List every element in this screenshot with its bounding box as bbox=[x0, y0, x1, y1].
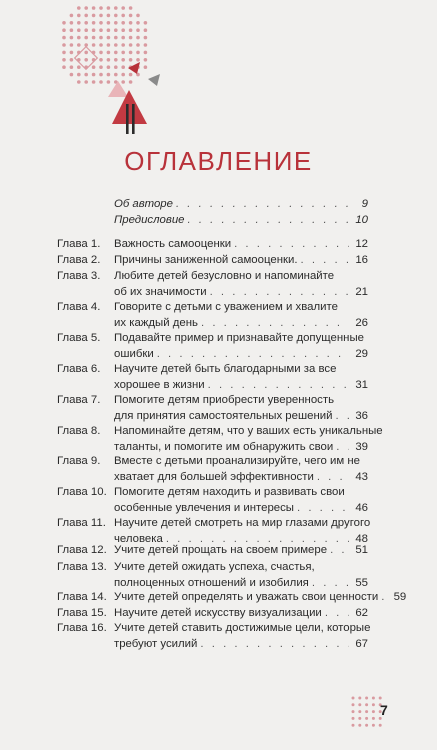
page-ref: 12 bbox=[355, 238, 368, 250]
chapter-label: Глава 2. bbox=[57, 254, 101, 266]
triangle-small-gray-icon bbox=[148, 74, 160, 86]
dot-leader bbox=[312, 576, 349, 592]
entry-title: Подавайте пример и признавайте допущенные bbox=[114, 332, 364, 344]
page-ref: 67 bbox=[355, 637, 368, 650]
dot-leader bbox=[208, 378, 349, 394]
entry-title: требуют усилий bbox=[114, 637, 198, 650]
entry-title: об их значимости bbox=[114, 285, 207, 298]
entry-title: Вместе с детьми проанализируйте, чего им не bbox=[114, 455, 360, 467]
dot-leader bbox=[330, 543, 349, 559]
page-ref: 36 bbox=[355, 409, 368, 422]
entry-title: хватает для большей эффективности bbox=[114, 470, 314, 483]
chapter-label: Глава 13. bbox=[57, 561, 107, 573]
entry-title: особенные увлечения и интересы bbox=[114, 501, 294, 514]
chapter-label: Глава 8. bbox=[57, 425, 101, 437]
dot-leader bbox=[234, 237, 349, 253]
page-ref: 10 bbox=[355, 214, 368, 226]
entry-title: для принятия самостоятельных решений bbox=[114, 409, 333, 422]
chapter-label: Глава 11. bbox=[57, 517, 106, 529]
entry-title: Учите детей прощать на своем примере bbox=[114, 544, 328, 556]
chapter-label: Глава 3. bbox=[57, 270, 101, 282]
entry-title: Говорите с детьми с уважением и хвалите bbox=[114, 301, 338, 313]
chapter-label: Глава 5. bbox=[57, 332, 101, 344]
bar-right-icon bbox=[132, 104, 135, 134]
entry-title: человека bbox=[114, 532, 163, 545]
triangle-small-red-icon bbox=[128, 62, 140, 74]
page-ref: 55 bbox=[355, 576, 368, 589]
entry-title: Учите детей ставить достижимые цели, которые bbox=[114, 622, 371, 634]
page-ref: 39 bbox=[355, 440, 368, 453]
page-ref: 51 bbox=[355, 544, 368, 556]
triangle-pink-icon bbox=[108, 81, 128, 97]
dot-leader bbox=[335, 409, 349, 425]
chapter-label: Глава 9. bbox=[57, 455, 101, 467]
dot-leader bbox=[176, 197, 349, 213]
page-title: ОГЛАВЛЕНИЕ bbox=[124, 146, 313, 176]
dot-leader bbox=[188, 213, 350, 229]
entry-title: Научите детей смотреть на мир глазами другого bbox=[114, 517, 371, 529]
page-ref: 62 bbox=[355, 607, 368, 619]
chapter-label: Глава 15. bbox=[57, 607, 107, 619]
page-ref: 31 bbox=[355, 378, 368, 391]
entry-title: Научите детей искусству визуализации bbox=[114, 607, 322, 619]
chapter-label: Глава 7. bbox=[57, 394, 101, 406]
entry-title: полноценных отношений и изобилия bbox=[114, 576, 309, 589]
dot-leader bbox=[210, 285, 349, 301]
entry-title: таланты, и помогите им обнаружить свои bbox=[114, 440, 334, 453]
entry-title: хорошее в жизни bbox=[114, 378, 205, 391]
dot-leader bbox=[297, 501, 349, 517]
dot-leader bbox=[301, 253, 350, 269]
entry-title: Предисловие bbox=[114, 214, 185, 226]
dot-leader bbox=[336, 440, 349, 456]
entry-title: Научите детей быть благодарными за все bbox=[114, 363, 337, 375]
entry-title: Об авторе bbox=[114, 198, 173, 210]
dot-leader bbox=[200, 637, 349, 653]
dot-leader bbox=[157, 347, 349, 363]
entry-title: Причины заниженной самооценки. bbox=[114, 254, 298, 266]
bar-left-icon bbox=[126, 104, 129, 134]
chapter-label: Глава 12. bbox=[57, 544, 107, 556]
entry-title: их каждый день bbox=[114, 316, 198, 329]
entry-title: ошибки bbox=[114, 347, 154, 360]
entry-title: Напоминайте детям, что у ваших есть уникальные bbox=[114, 425, 383, 437]
chapter-label: Глава 10. bbox=[57, 486, 107, 498]
chapter-label: Глава 6. bbox=[57, 363, 101, 375]
dot-leader bbox=[317, 470, 349, 486]
entry-title: Важность самооценки bbox=[114, 238, 232, 250]
chapter-label: Глава 16. bbox=[57, 622, 107, 634]
entry-title: Любите детей безусловно и напоминайте bbox=[114, 270, 335, 282]
page-number-background bbox=[349, 694, 384, 730]
page-ref: 43 bbox=[355, 470, 368, 483]
page-ref: 59 bbox=[393, 591, 407, 603]
dot-leader bbox=[381, 590, 387, 606]
page-ref: 16 bbox=[355, 254, 368, 266]
chapter-label: Глава 14. bbox=[57, 591, 107, 603]
page-ref: 46 bbox=[355, 501, 368, 514]
page-ref: 26 bbox=[355, 316, 368, 329]
dot-leader bbox=[201, 316, 349, 332]
chapter-label: Глава 1. bbox=[57, 238, 101, 250]
entry-title: Помогите детям приобрести уверенность bbox=[114, 394, 334, 406]
entry-title: Учите детей определять и уважать свои ценности bbox=[114, 591, 379, 603]
page-ref: 21 bbox=[355, 285, 368, 298]
decorative-pattern bbox=[0, 0, 437, 160]
page-ref: 48 bbox=[355, 532, 368, 545]
page-ref: 29 bbox=[355, 347, 368, 360]
entry-title: Учите детей ожидать успеха, счастья, bbox=[114, 561, 315, 573]
page-ref: 9 bbox=[361, 198, 368, 210]
dot-leader bbox=[325, 606, 349, 622]
chapter-label: Глава 4. bbox=[57, 301, 101, 313]
entry-title: Помогите детям находить и развивать свои bbox=[114, 486, 345, 498]
page-number: 7 bbox=[380, 702, 388, 718]
